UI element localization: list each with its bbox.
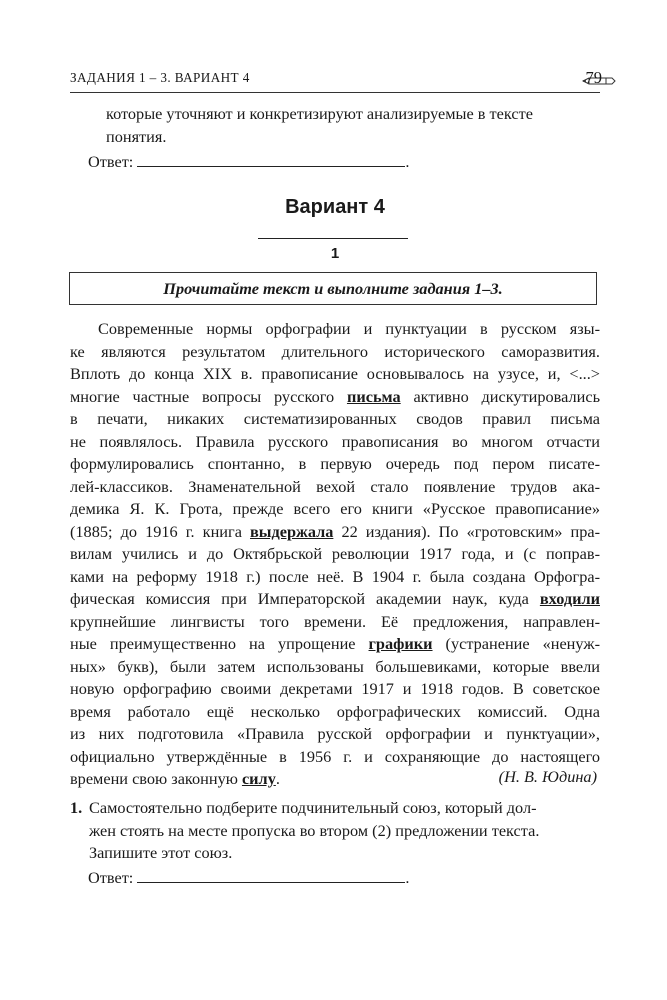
previous-answer-line — [88, 152, 409, 172]
text-line — [70, 633, 600, 656]
text-segment: ные преимущественно на упрощение — [70, 634, 369, 653]
text-segment: новую орфографию своими декретами 1917 и 1918 годов. В советское — [70, 679, 600, 698]
keyword: входили — [539, 589, 600, 608]
text-segment: официально утверждённые в 1956 г. и сохраняющие до настоящего — [70, 746, 600, 766]
task-instruction-box — [69, 272, 597, 305]
question-1 — [70, 797, 600, 865]
question-line: Запишите этот союз. — [89, 843, 233, 862]
text-line — [70, 611, 600, 634]
text-line — [70, 453, 600, 476]
text-segment: в печати, никаких систематизированных сводов правил письма — [70, 409, 600, 428]
text-segment: демика Я. К. Грота, прежде всего его книги «Русское правописание» — [70, 499, 600, 518]
keyword: письма — [346, 386, 401, 406]
question-line: жен стоять на месте пропуска во втором (2) предложении текста. — [89, 820, 540, 840]
text-line — [70, 723, 600, 746]
answer-label: Ответ: — [88, 868, 134, 887]
text-line — [70, 431, 600, 454]
text-segment: времени свою законную — [70, 769, 242, 788]
question-line: Самостоятельно подберите подчинительный союз, который дол- — [89, 798, 537, 817]
text-author: (Н. В. Юдина) — [498, 767, 597, 786]
text-line: которые уточняют и конкретизируют анализируемые в тексте — [106, 104, 533, 123]
question-1-answer-line — [88, 868, 409, 888]
text-line — [70, 588, 600, 611]
answer-period: . — [405, 868, 410, 887]
text-segment: формулировались спонтанно, в первую очередь под пером писате- — [70, 454, 600, 473]
answer-period: . — [405, 152, 410, 171]
page-header — [70, 68, 600, 93]
text-segment: активно дискутировались — [400, 386, 600, 406]
text-line — [70, 746, 600, 769]
text-segment: Современные нормы орфографии и пунктуации в русском язы- — [98, 319, 600, 338]
keyword: выдержала — [250, 521, 334, 541]
text-line — [70, 408, 600, 431]
text-segment: (1885; до 1916 г. книга — [70, 521, 250, 541]
text-line — [70, 363, 600, 386]
text-line — [70, 341, 600, 364]
keyword: графики — [368, 634, 433, 653]
text-line — [70, 566, 600, 589]
text-segment: 22 издания). По «гротовским» пра- — [333, 521, 600, 541]
text-line — [70, 656, 600, 679]
text-segment: крупнейшие лингвисты того времени. Её предложения, направлен- — [70, 611, 600, 631]
text-line — [70, 678, 600, 701]
answer-label: Ответ: — [88, 152, 134, 171]
text-line — [70, 498, 600, 521]
answer-blank — [137, 868, 405, 883]
section-number: 1 — [330, 245, 340, 262]
question-number: 1. — [70, 798, 83, 817]
answer-blank — [137, 152, 405, 167]
text-line — [70, 476, 600, 499]
title-divider — [258, 238, 408, 239]
text-segment: лей-классиков. Знаменательной вехой стало появление трудов ака- — [70, 476, 600, 496]
text-line — [70, 701, 600, 724]
text-segment: ке являются результатом длительного исторического саморазвития. — [70, 341, 600, 361]
reading-text — [70, 318, 600, 791]
text-segment: не появлялось. Правила русского правописания во многом отчасти — [70, 431, 600, 451]
text-segment: многие частные вопросы русского — [70, 386, 347, 406]
text-line — [70, 521, 600, 544]
page-number: 79 — [585, 68, 602, 87]
text-segment: вилам учились и до Октябрьской революции 1917 года, и (с поправ- — [70, 544, 600, 563]
text-segment: ками на реформу 1918 г.) после неё. В 1904 г. была создана Орфогра- — [70, 566, 600, 586]
text-line — [70, 543, 600, 566]
text-segment: . — [275, 769, 280, 788]
text-segment: из них подготовила «Правила русской орфографии и пунктуации», — [70, 724, 600, 743]
text-segment: (устранение «ненуж- — [432, 634, 600, 653]
keyword: силу — [241, 769, 276, 788]
text-line — [70, 386, 600, 409]
text-segment: Вплоть до конца XIX в. правописание основывалось на узусе, и, <...> — [70, 364, 600, 383]
text-line: понятия. — [106, 126, 167, 146]
previous-task-continuation — [70, 103, 600, 148]
header-title: ЗАДАНИЯ 1 – 3. ВАРИАНТ 4 — [70, 70, 250, 85]
text-line — [70, 318, 600, 341]
variant-title: Вариант 4 — [285, 196, 385, 218]
text-segment: ных» букв), были затем использованы большевиками, которые ввели — [70, 656, 600, 676]
task-instruction: Прочитайте текст и выполните задания 1–3. — [163, 279, 503, 298]
text-segment: время работало ещё несколько орфографических комиссий. Одна — [70, 701, 600, 721]
text-segment: фическая комиссия при Императорской академии наук, куда — [70, 589, 540, 608]
